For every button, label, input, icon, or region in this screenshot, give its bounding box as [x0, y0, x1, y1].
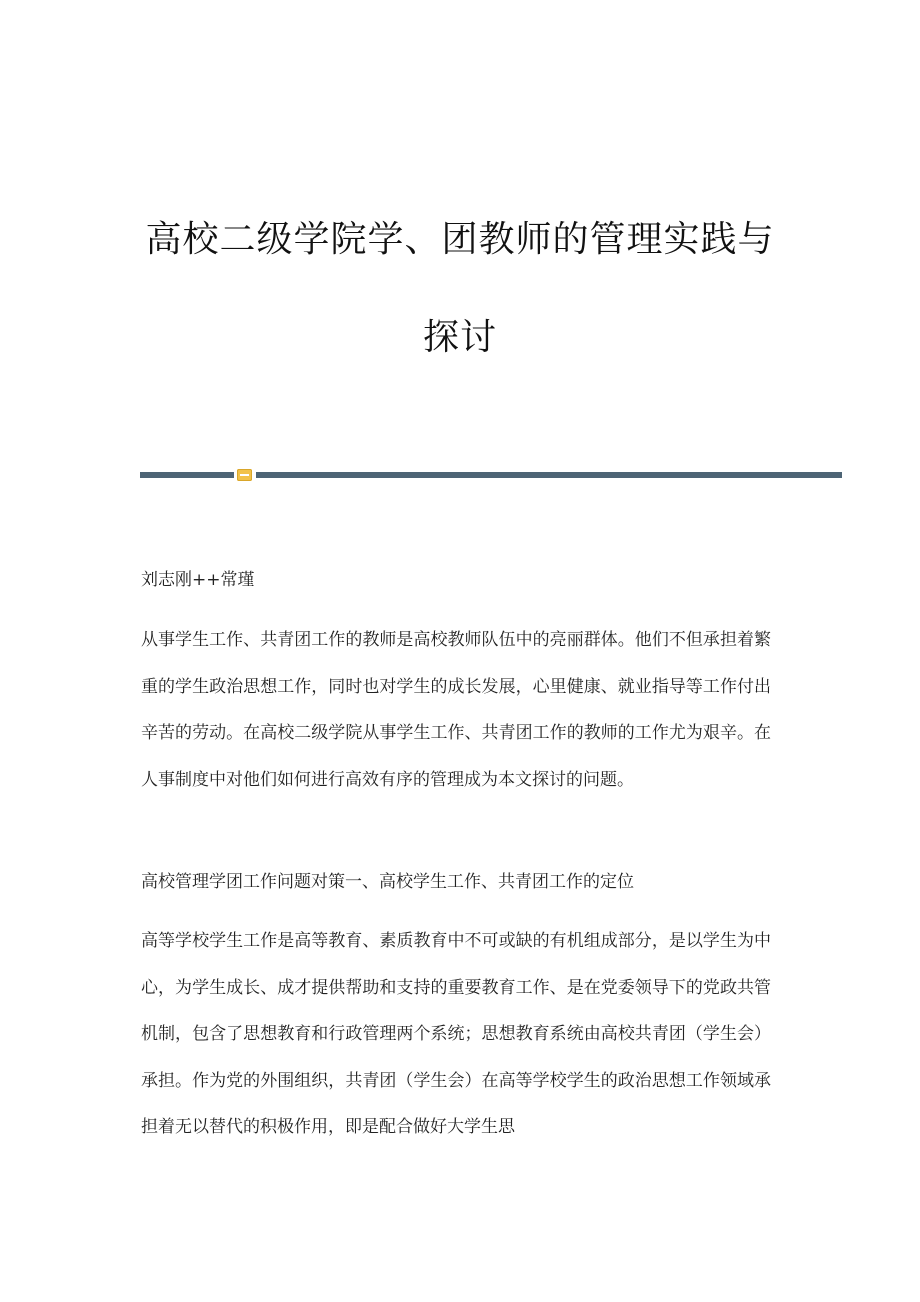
divider-bar-left [140, 472, 234, 478]
section-heading: 高校管理学团工作问题对策一、高校学生工作、共青团工作的定位 [141, 872, 634, 892]
divider-bar-right [256, 472, 842, 478]
paragraph-positioning: 高等学校学生工作是高等教育、素质教育中不可或缺的有机组成部分，是以学生为中心，为学生成长、成才提供帮助和支持的重要教育工作、是在党委领导下的党政共管机制，包含了思想教育和行政管理两个系统；思想教育系统由高校共青团（学生会）承担。作为党的外围组织，共青团（学生会）在高等学校学生的政治思想工作领域承担着无以替代的积极作用，即是配合做好大学生思 [141, 931, 771, 1137]
title-divider [140, 468, 842, 482]
paragraph-intro: 从事学生工作、共青团工作的教师是高校教师队伍中的亮丽群体。他们不但承担着繁重的学生政治思想工作，同时也对学生的成长发展，心里健康、就业指导等工作付出辛苦的劳动。在高校二级学院从事学生工作、共青团工作的教师的工作尤为艰辛。在人事制度中对他们如何进行高效有序的管理成为本文探讨的问题。 [141, 630, 771, 790]
divider-emblem-icon [237, 469, 252, 481]
authors: 刘志刚++常瑾 [141, 570, 255, 590]
document-title-line-1: 高校二级学院学、团教师的管理实践与 [145, 219, 775, 260]
document-title-line-2: 探讨 [422, 317, 497, 358]
